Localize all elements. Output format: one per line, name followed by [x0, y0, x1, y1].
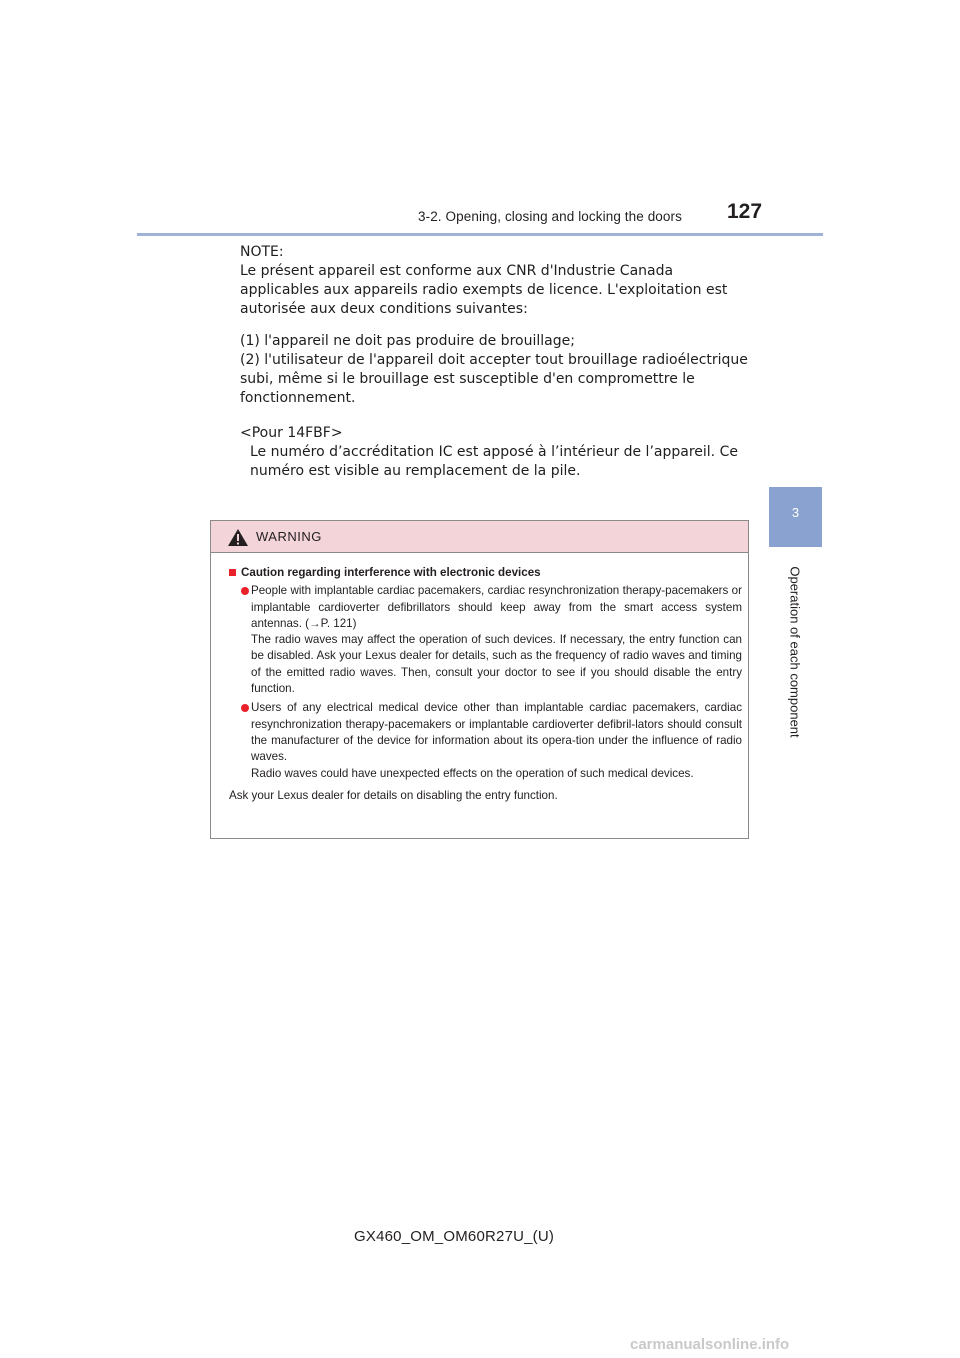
section-title: 3-2. Opening, closing and locking the doors: [418, 209, 682, 224]
bullet-text: Radio waves could have unexpected effects on the operation of such medical devices.: [251, 766, 694, 780]
notice-model-tag: <Pour 14FBF>: [240, 425, 343, 441]
warning-box: [210, 520, 749, 839]
list-item: [229, 700, 742, 781]
round-bullet-icon: [241, 587, 249, 595]
notice-line: fonctionnement.: [240, 390, 356, 406]
notice-line: (1) l'appareil ne doit pas produire de brouillage;: [240, 333, 575, 349]
chapter-tab-label: [787, 552, 803, 752]
chapter-tab-label-text: Operation of each component: [787, 566, 803, 738]
watermark: carmanualsonline.info: [630, 1336, 790, 1353]
chapter-tab-number: 3: [791, 505, 800, 520]
notice-line: numéro est visible au remplacement de la pile.: [250, 463, 581, 479]
notice-line: applicables aux appareils radio exempts de licence. L'exploitation est: [240, 282, 728, 298]
warning-heading: [229, 565, 742, 581]
notice-line: (2) l'utilisateur de l'appareil doit accepter tout brouillage radioélectrique: [240, 352, 748, 368]
notice-line: subi, même si le brouillage est susceptible d'en compromettre le: [240, 371, 695, 387]
header-rule: [137, 233, 823, 236]
list-item: [229, 583, 742, 697]
page-number: 127: [727, 200, 763, 223]
warning-header: [211, 521, 748, 553]
warning-body: [211, 553, 748, 804]
round-bullet-icon: [241, 704, 249, 712]
bullet-text: The radio waves may affect the operation of such devices. If necessary, the entry function can be disabled. Ask your Lexus dealer for details, such as the frequency of radio waves and timing of the emitted radio waves. Then, consult your doctor to see if you should disable the entry function.: [251, 633, 742, 696]
chapter-tab[interactable]: [769, 487, 822, 547]
notice-line: autorisée aux deux conditions suivantes:: [240, 301, 528, 317]
document-code: GX460_OM_OM60R27U_(U): [354, 1228, 555, 1245]
regulatory-notice: [240, 243, 760, 481]
notice-title: NOTE:: [240, 244, 284, 260]
notice-line: Le numéro d’accréditation IC est apposé à l’intérieur de l’appareil. Ce: [250, 444, 738, 460]
warning-triangle-icon: [227, 528, 249, 547]
bullet-text: People with implantable cardiac pacemakers, cardiac resynchronization therapy-pacemakers or implantable cardioverter defibrillators should keep away from the smart access system antennas. (→P. 121): [251, 584, 742, 630]
warning-closing: Ask your Lexus dealer for details on disabling the entry function.: [229, 788, 558, 802]
bullet-text: Users of any electrical medical device other than implantable cardiac pacemakers, cardiac resynchronization therapy-pacemakers or implantable cardioverter defibril-lators should consult the manufacturer of the device for information about its opera-tion under the influence of radio waves.: [251, 701, 742, 764]
square-bullet-icon: [229, 569, 236, 576]
notice-line: Le présent appareil est conforme aux CNR d'Industrie Canada: [240, 263, 674, 279]
warning-label: WARNING: [256, 529, 322, 544]
warning-heading-text: Caution regarding interference with electronic devices: [241, 566, 541, 579]
